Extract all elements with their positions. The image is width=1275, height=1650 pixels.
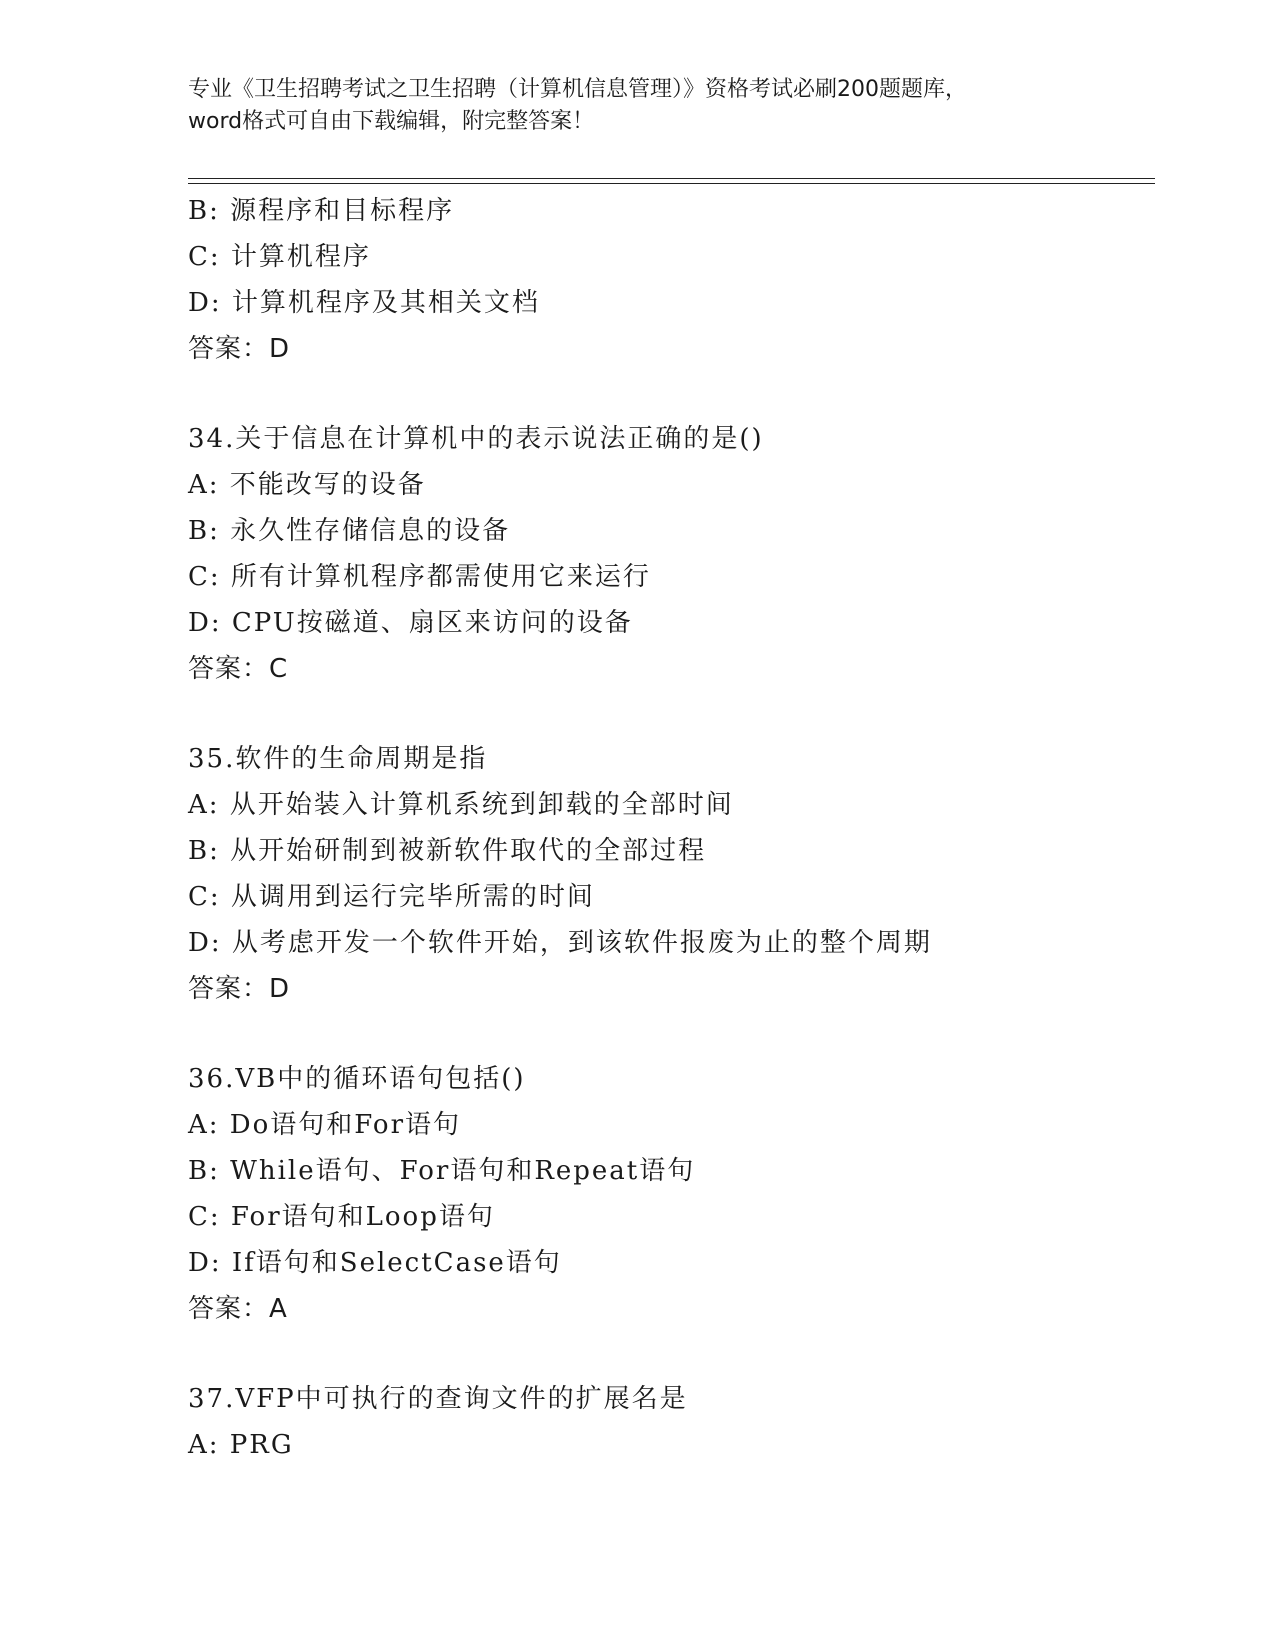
option-d: D: 计算机程序及其相关文档 [188,288,540,318]
option-c: C: 所有计算机程序都需使用它来运行 [188,562,651,592]
option-b: B: 永久性存储信息的设备 [188,516,511,546]
header-divider-top [188,178,1155,179]
question-list [188,188,1148,1468]
question-title: 35.软件的生命周期是指 [188,744,488,774]
option-a: A: 从开始装入计算机系统到卸载的全部时间 [188,790,734,820]
option-b: B: 源程序和目标程序 [188,196,455,226]
header-divider-bottom [188,183,1155,184]
question-title: 37.VFP中可执行的查询文件的扩展名是 [188,1384,688,1414]
option-a: A: 不能改写的设备 [188,470,426,500]
question-title: 36.VB中的循环语句包括() [188,1064,526,1094]
question-block-continued [188,188,1148,372]
question-block-36 [188,1056,1148,1332]
option-d: D: CPU按磁道、扇区来访问的设备 [188,608,633,638]
header-line-2: word格式可自由下载编辑，附完整答案！ [188,109,595,134]
option-a: A: PRG [188,1430,294,1460]
option-b: B: While语句、For语句和Repeat语句 [188,1156,696,1186]
answer: 答案：D [188,974,291,1004]
answer: 答案：D [188,334,291,364]
option-a: A: Do语句和For语句 [188,1110,462,1140]
option-c: C: 从调用到运行完毕所需的时间 [188,882,595,912]
option-c: C: 计算机程序 [188,242,371,272]
spacer [188,1332,1148,1376]
question-block-35 [188,736,1148,1012]
spacer [188,692,1148,736]
header-line-1: 专业《卫生招聘考试之卫生招聘（计算机信息管理）》资格考试必刷200题题库， [188,77,967,102]
answer: 答案：A [188,1294,288,1324]
question-block-37 [188,1376,1148,1468]
option-d: D: If语句和SelectCase语句 [188,1248,562,1278]
option-c: C: For语句和Loop语句 [188,1202,495,1232]
answer: 答案：C [188,654,289,684]
question-block-34 [188,416,1148,692]
option-b: B: 从开始研制到被新软件取代的全部过程 [188,836,707,866]
question-title: 34.关于信息在计算机中的表示说法正确的是() [188,424,764,454]
spacer [188,372,1148,416]
option-d: D: 从考虑开发一个软件开始，到该软件报废为止的整个周期 [188,928,932,958]
spacer [188,1012,1148,1056]
document-header [188,74,1088,138]
